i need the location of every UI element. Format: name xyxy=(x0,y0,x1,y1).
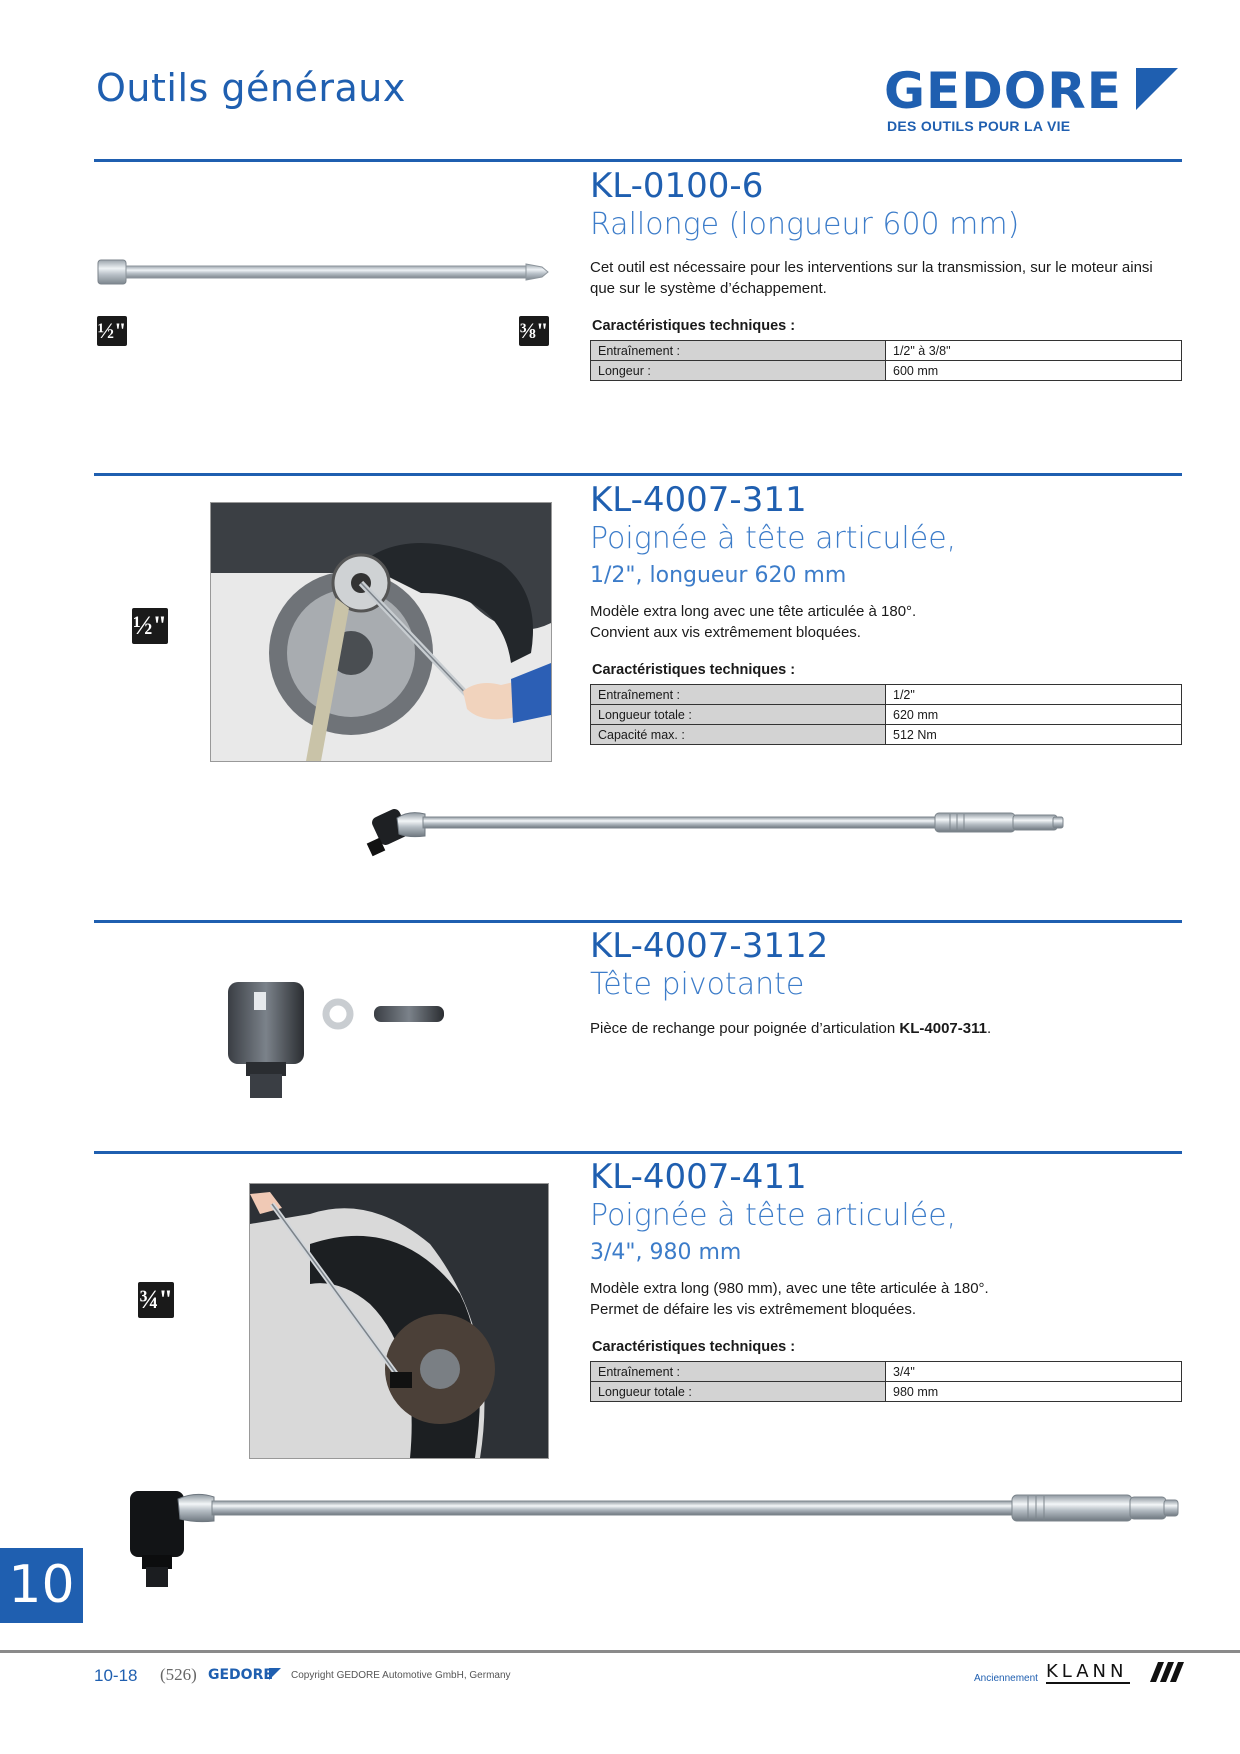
spec-label: Longeur : xyxy=(591,361,886,381)
specs-table xyxy=(590,684,1182,745)
product-description xyxy=(590,601,1182,643)
specs-title: Caractéristiques techniques : xyxy=(592,318,796,334)
description-line: Convient aux vis extrêmement bloquées. xyxy=(590,624,861,641)
product-description xyxy=(590,1278,1182,1320)
spec-value: 600 mm xyxy=(886,361,1182,381)
formerly-label: Anciennement xyxy=(974,1673,1038,1684)
table-row xyxy=(591,341,1182,361)
spec-value: 1/2" à 3/8" xyxy=(886,341,1182,361)
description-text: Pièce de rechange pour poignée d’articulation xyxy=(590,1020,900,1037)
page-number: (526) xyxy=(160,1665,197,1684)
product-name: Tête pivotante xyxy=(590,967,805,1002)
logo-flag-icon xyxy=(1136,68,1178,110)
hinge-handle-620-image xyxy=(365,800,1077,864)
description-line: Modèle extra long avec une tête articulée à 180°. xyxy=(590,603,917,620)
spec-value: 1/2" xyxy=(886,685,1182,705)
section-divider xyxy=(94,1151,1182,1154)
photo-illustration xyxy=(211,503,551,761)
klann-logo xyxy=(1046,1662,1186,1684)
photo-illustration xyxy=(250,1184,548,1458)
description-line: Permet de défaire les vis extrêmement bloquées. xyxy=(590,1301,916,1318)
spec-value: 980 mm xyxy=(886,1382,1182,1402)
logo-wordmark: GEDORE xyxy=(884,62,1122,120)
description-reference: KL-4007-311 xyxy=(899,1020,987,1037)
spec-value: 620 mm xyxy=(886,705,1182,725)
logo-tagline: DES OUTILS POUR LA VIE xyxy=(887,118,1071,134)
spec-label: Longueur totale : xyxy=(591,705,886,725)
footer-divider xyxy=(0,1650,1240,1653)
extension-bar-image xyxy=(96,258,552,288)
section-divider xyxy=(94,920,1182,923)
specs-table xyxy=(590,340,1182,381)
chapter-tab: 10 xyxy=(0,1548,83,1623)
drive-size-badge-icon: ¾" xyxy=(138,1282,174,1318)
klann-wordmark: KLANN xyxy=(1046,1661,1128,1682)
product-subname: 1/2", longueur 620 mm xyxy=(590,563,847,588)
spec-label: Longueur totale : xyxy=(591,1382,886,1402)
wheel-hub-photo xyxy=(210,502,552,762)
wheel-arch-photo xyxy=(249,1183,549,1459)
table-row xyxy=(591,361,1182,381)
specs-table xyxy=(590,1361,1182,1402)
product-code: KL-4007-411 xyxy=(590,1157,807,1197)
table-row xyxy=(591,1362,1182,1382)
product-name: Rallonge (longueur 600 mm) xyxy=(590,207,1020,242)
spec-value: 512 Nm xyxy=(886,725,1182,745)
product-code: KL-0100-6 xyxy=(590,166,764,206)
product-code: KL-4007-3112 xyxy=(590,926,829,966)
page-label: 10-18 xyxy=(94,1666,138,1685)
spec-label: Entraînement : xyxy=(591,341,886,361)
specs-title: Caractéristiques techniques : xyxy=(592,662,796,678)
drive-size-badge-icon: ½" xyxy=(97,316,127,346)
section-divider xyxy=(94,473,1182,476)
spec-value: 3/4" xyxy=(886,1362,1182,1382)
product-name: Poignée à tête articulée, xyxy=(590,1198,957,1233)
drive-size-badge-icon: ½" xyxy=(132,608,168,644)
page-title: Outils généraux xyxy=(96,66,406,110)
footer-logo-flag-icon xyxy=(269,1668,281,1680)
section-divider xyxy=(94,159,1182,162)
product-code: KL-4007-311 xyxy=(590,480,807,520)
pivot-head-image xyxy=(222,978,454,1100)
product-subname: 3/4", 980 mm xyxy=(590,1240,742,1265)
table-row xyxy=(591,725,1182,745)
product-description xyxy=(590,257,1182,299)
product-name: Poignée à tête articulée, xyxy=(590,521,957,556)
description-suffix: . xyxy=(986,1020,992,1037)
product-description xyxy=(590,1018,1182,1039)
specs-title: Caractéristiques techniques : xyxy=(592,1339,796,1355)
spec-label: Entraînement : xyxy=(591,1362,886,1382)
table-row xyxy=(591,1382,1182,1402)
table-row xyxy=(591,685,1182,705)
copyright: Copyright GEDORE Automotive GmbH, Germany xyxy=(291,1670,511,1681)
spec-label: Capacité max. : xyxy=(591,725,886,745)
gedore-logo xyxy=(884,64,1184,140)
description-line: que sur le système d’échappement. xyxy=(590,280,827,297)
footer-gedore-logo: GEDORE xyxy=(208,1667,273,1683)
klann-stripes-icon xyxy=(1150,1662,1184,1684)
description-line: Modèle extra long (980 mm), avec une tête articulée à 180°. xyxy=(590,1280,989,1297)
spec-label: Entraînement : xyxy=(591,685,886,705)
hinge-handle-980-image xyxy=(128,1485,1182,1593)
table-row xyxy=(591,705,1182,725)
drive-size-badge-icon: ⅜" xyxy=(519,316,549,346)
description-line: Cet outil est nécessaire pour les interventions sur la transmission, sur le moteur ainsi xyxy=(590,259,1153,276)
